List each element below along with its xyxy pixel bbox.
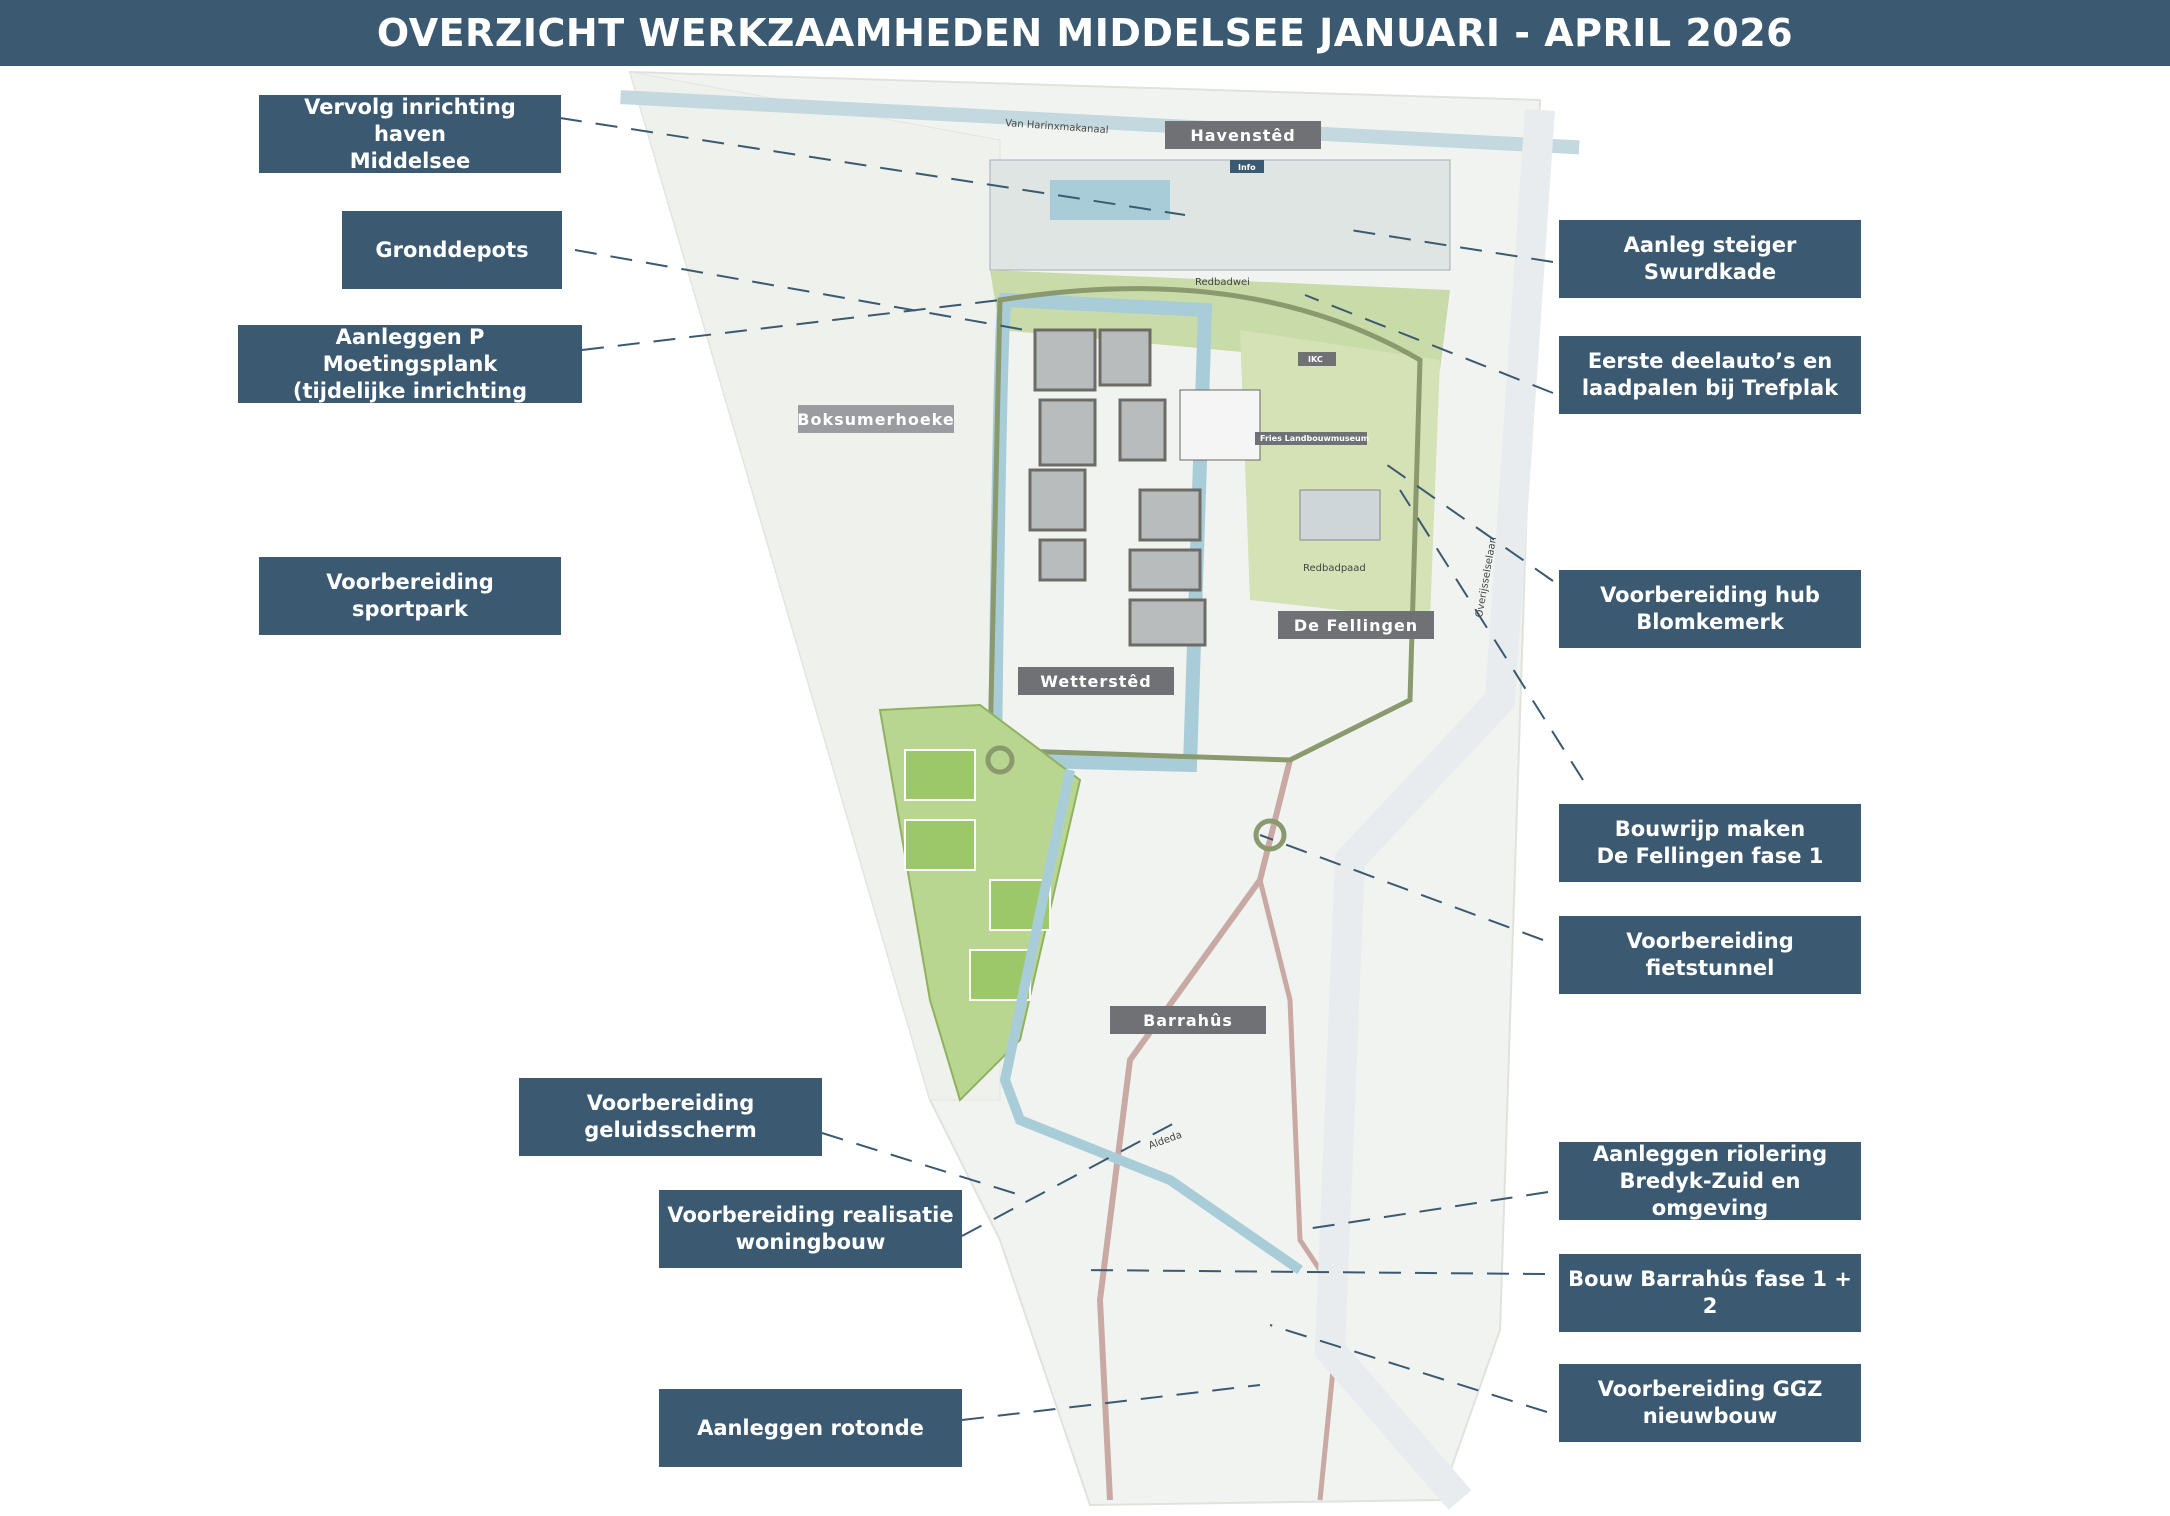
label-aanleggen-p-moetingsplank: Aanleggen P Moetingsplank (tijdelijke inrichting bbox=[238, 325, 582, 403]
label-bouwrijp-maken-fellingen: Bouwrijp maken De Fellingen fase 1 bbox=[1559, 804, 1861, 882]
label-gronddepots: Gronddepots bbox=[342, 211, 562, 289]
museum-block bbox=[1180, 390, 1260, 460]
street-overijsselselaan: Overijsselselaan bbox=[1474, 536, 1500, 619]
label-voorbereiding-hub-blomkemerk: Voorbereiding hub Blomkemerk bbox=[1559, 570, 1861, 648]
label-voorbereiding-sportpark: Voorbereiding sportpark bbox=[259, 557, 561, 635]
area-de-fellingen: De Fellingen bbox=[1278, 611, 1434, 639]
park-fellingen bbox=[1240, 330, 1440, 620]
street-aldeda: Aldeda bbox=[1147, 1129, 1184, 1152]
label-voorbereiding-realisatie-woningbouw: Voorbereiding realisatie woningbouw bbox=[659, 1190, 962, 1268]
canal-label: Van Harinxmakanaal bbox=[1004, 118, 1109, 137]
harbor-water bbox=[1050, 180, 1170, 220]
label-aanleggen-riolering: Aanleggen riolering Bredyk-Zuid en omgeving bbox=[1559, 1142, 1861, 1220]
label-eerste-deelautos: Eerste deelauto’s en laadpalen bij Trefplak bbox=[1559, 336, 1861, 414]
area-boksumerhoeke: Boksumerhoeke bbox=[798, 405, 954, 433]
label-aanleggen-rotonde: Aanleggen rotonde bbox=[659, 1389, 962, 1467]
fellingen-block bbox=[1300, 490, 1380, 540]
label-voorbereiding-ggz: Voorbereiding GGZ nieuwbouw bbox=[1559, 1364, 1861, 1442]
ikc-text: IKC bbox=[1308, 355, 1323, 364]
street-redbadpaad: Redbadpaad bbox=[1303, 563, 1366, 574]
label-aanleg-steiger-swurdkade: Aanleg steiger Swurdkade bbox=[1559, 220, 1861, 298]
museum-text: Fries Landbouwmuseum bbox=[1260, 434, 1370, 443]
area-barrahus: Barrahûs bbox=[1110, 1006, 1266, 1034]
area-wettersted: Wetterstêd bbox=[1018, 667, 1174, 695]
label-vervolg-inrichting-haven: Vervolg inrichting haven Middelsee bbox=[259, 95, 561, 173]
area-havensted: Havenstêd bbox=[1165, 121, 1321, 149]
page-title: OVERZICHT WERKZAAMHEDEN MIDDELSEE JANUARI - APRIL 2026 bbox=[0, 0, 2170, 66]
street-redbadwei: Redbadwei bbox=[1195, 277, 1250, 288]
label-voorbereiding-fietstunnel: Voorbereiding fietstunnel bbox=[1559, 916, 1861, 994]
label-bouw-barrahus: Bouw Barrahûs fase 1 + 2 bbox=[1559, 1254, 1861, 1332]
label-voorbereiding-geluidsscherm: Voorbereiding geluidsscherm bbox=[519, 1078, 822, 1156]
info-text: Info bbox=[1238, 163, 1256, 172]
